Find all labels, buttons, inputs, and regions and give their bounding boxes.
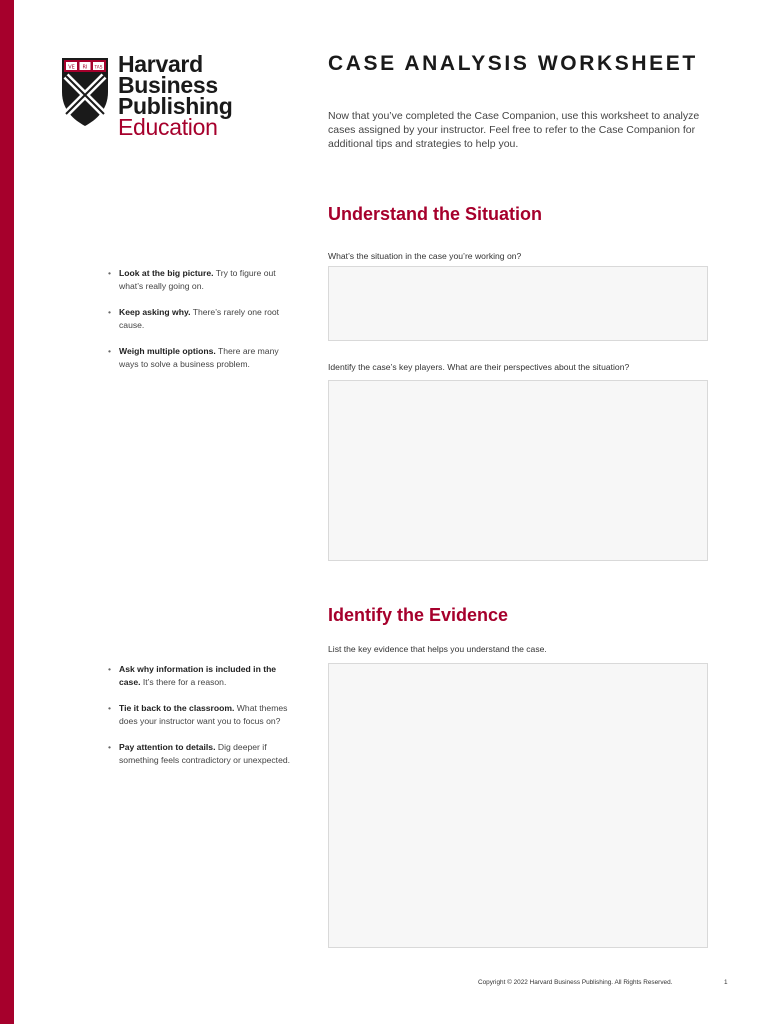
bullet-icon: •: [108, 268, 112, 278]
tip-item: • Ask why information is included in the case. It’s there for a reason.: [108, 664, 277, 687]
logo-line-education: Education: [118, 114, 218, 140]
bullet-icon: •: [108, 742, 112, 752]
section-title-situation: Understand the Situation: [328, 204, 543, 224]
prompt-key-players: Identify the case’s key players. What are their perspectives about the situation?: [328, 362, 630, 372]
hbp-logo: [60, 51, 260, 154]
shield-letters-3: TAS: [94, 65, 103, 71]
intro-paragraph: Now that you’ve completed the Case Companion, use this worksheet to analyze cases assigned by your instructor. Feel free to refer to the Case Companion for additional tips and strategies to help you.: [328, 110, 700, 150]
answer-box-evidence[interactable]: [328, 663, 708, 948]
page-number: 1: [724, 979, 728, 986]
logo-wordmark: [118, 51, 233, 140]
tip-item: • Weigh multiple options. There are many ways to solve a business problem.: [108, 346, 279, 369]
shield-letters-2: RI: [82, 64, 88, 71]
copyright-footer: Copyright © 2022 Harvard Business Publishing. All Rights Reserved.: [478, 979, 673, 986]
page-title: CASE ANALYSIS WORKSHEET: [328, 52, 698, 75]
tip-item: • Pay attention to details. Dig deeper if something feels contradictory or unexpected.: [108, 742, 291, 765]
bullet-icon: •: [108, 703, 112, 713]
prompt-situation: What’s the situation in the case you’re working on?: [328, 251, 522, 261]
answer-box-key-players[interactable]: [328, 380, 708, 561]
logo-line-business: Business: [118, 72, 218, 98]
logo-line-harvard: Harvard: [118, 51, 203, 77]
shield-letters-1: VE: [68, 64, 75, 71]
tips-list-situation: [108, 267, 298, 384]
tip-item: • Keep asking why. There’s rarely one root cause.: [108, 307, 280, 330]
logo-line-publishing: Publishing: [118, 93, 233, 119]
bullet-icon: •: [108, 307, 112, 317]
shield-icon: [60, 56, 110, 128]
tip-item: • Look at the big picture. Try to figure out what’s really going on.: [108, 268, 276, 291]
bullet-icon: •: [108, 346, 112, 356]
section-title-evidence: Identify the Evidence: [328, 605, 509, 625]
bullet-icon: •: [108, 664, 112, 674]
tip-item: • Tie it back to the classroom. What themes does your instructor want you to focus on?: [108, 703, 288, 726]
prompt-evidence: List the key evidence that helps you understand the case.: [328, 644, 547, 654]
tips-list-evidence: [108, 663, 298, 780]
answer-box-situation[interactable]: [328, 266, 708, 341]
sidebar-accent-bar: [0, 0, 14, 1024]
